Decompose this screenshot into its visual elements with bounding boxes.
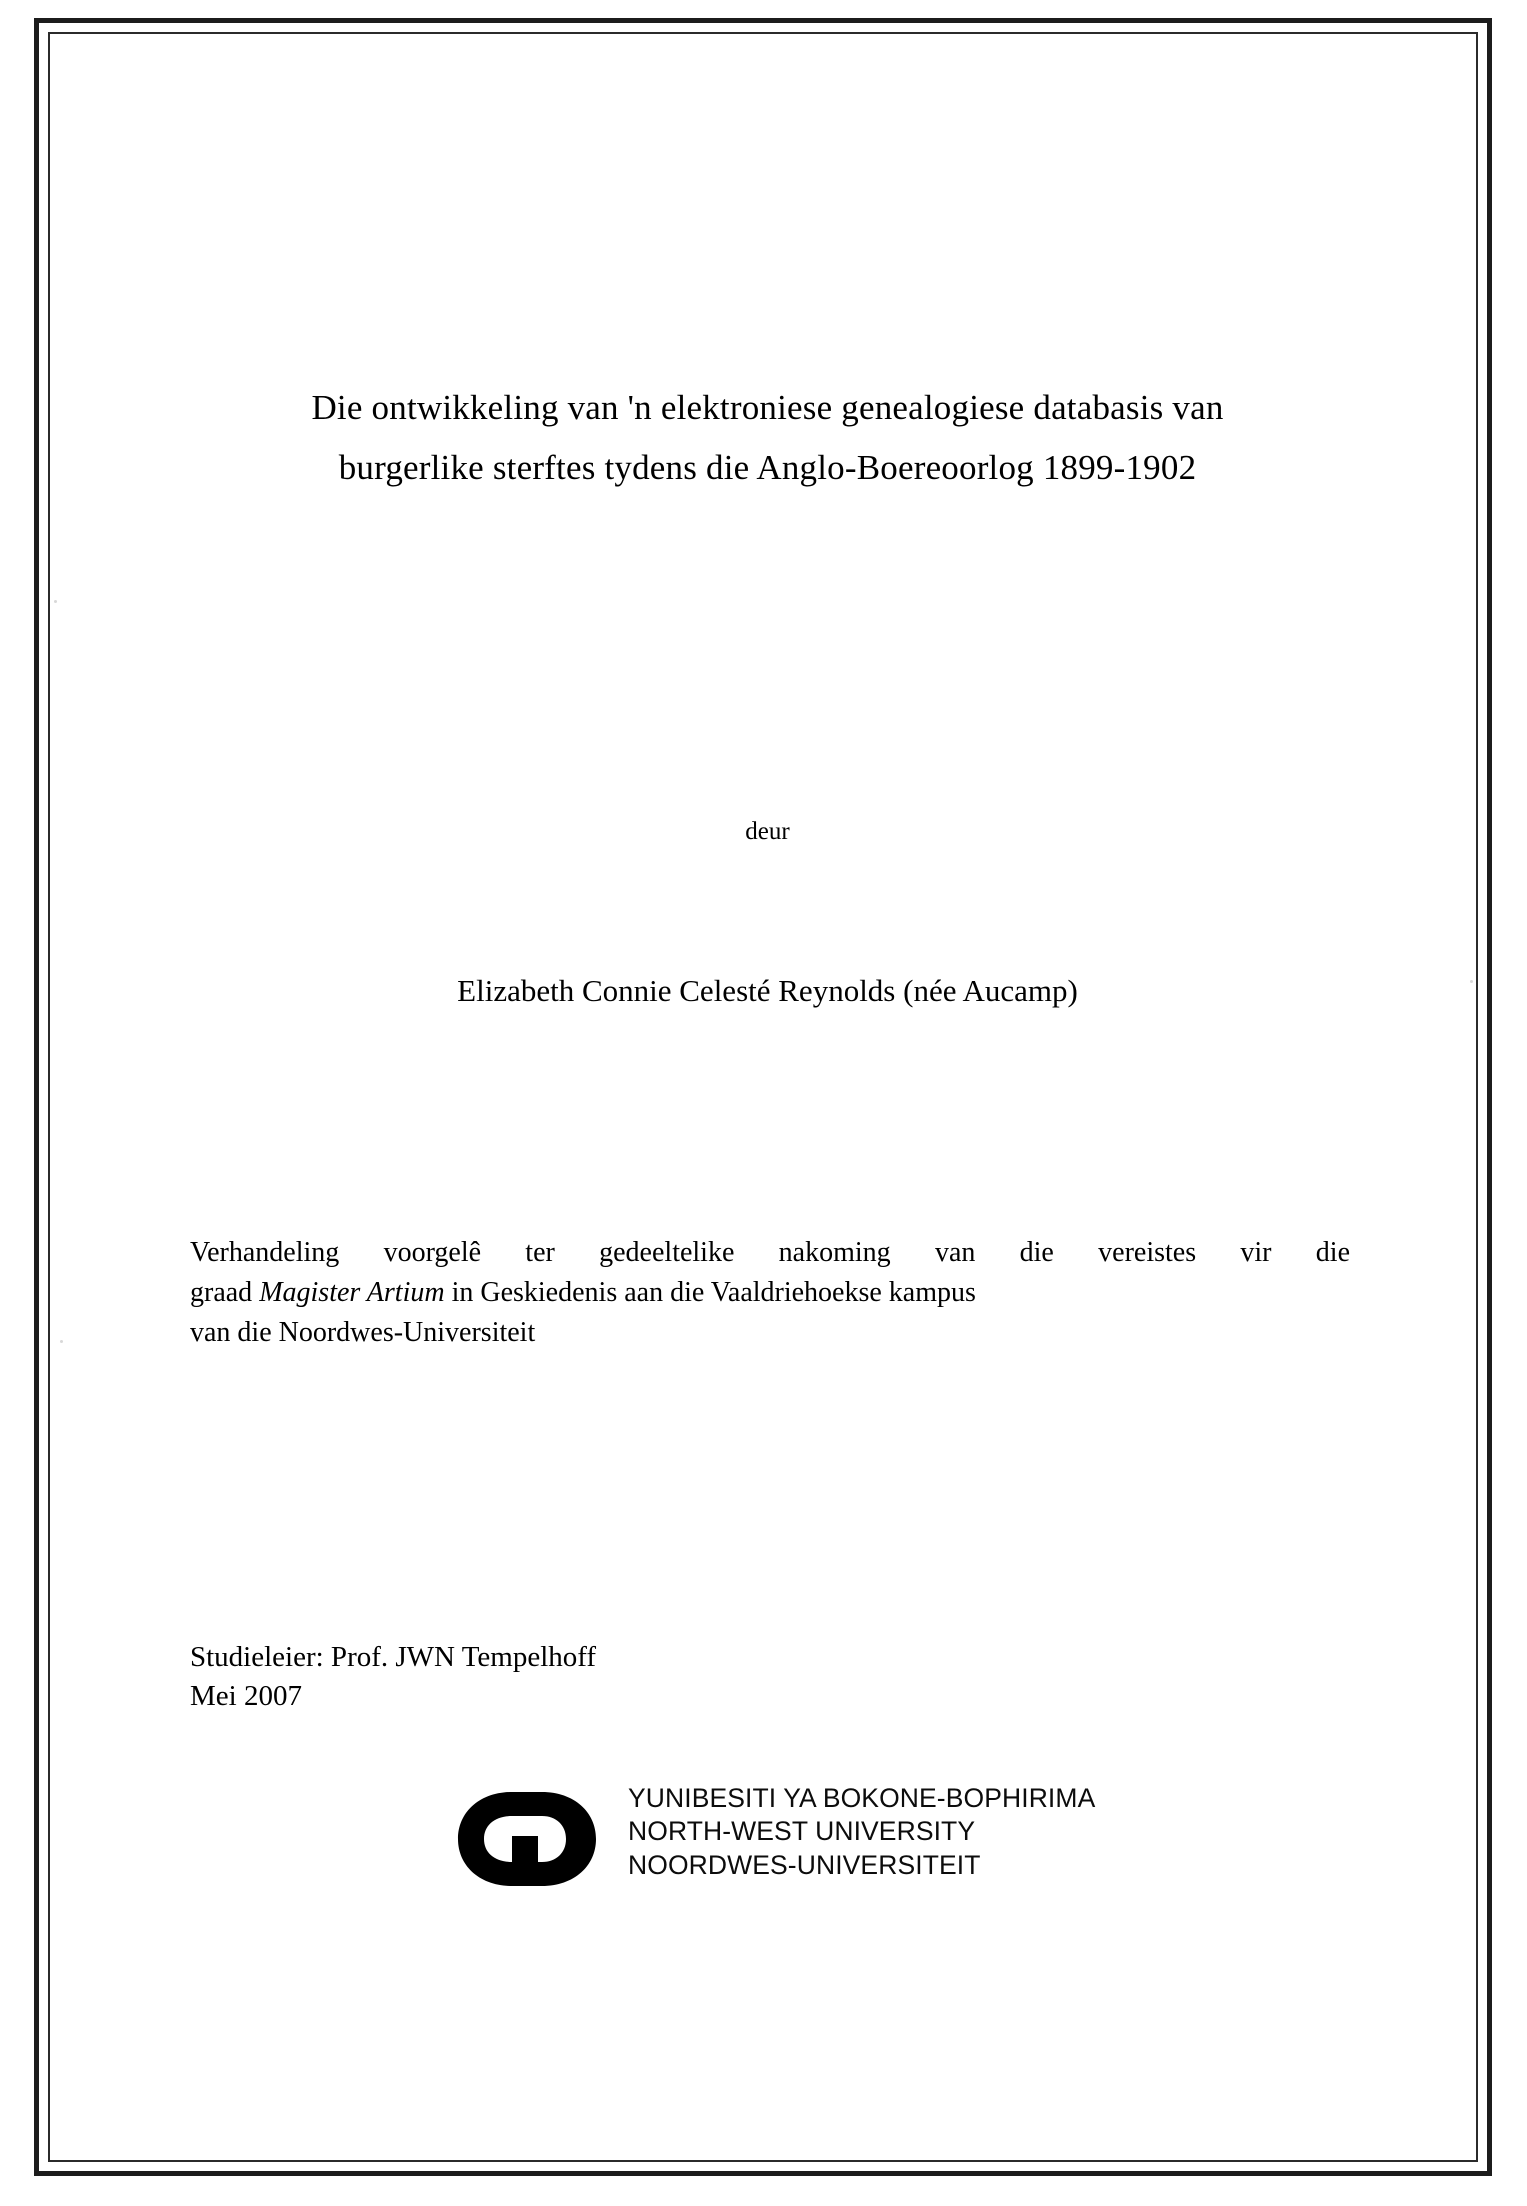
- degree-statement-line-3: van die Noordwes-Universiteit: [190, 1316, 536, 1348]
- degree-name-italic: Magister Artium: [259, 1276, 445, 1308]
- by-label: deur: [745, 818, 790, 845]
- degree-statement-line-2-pre: graad: [190, 1276, 260, 1308]
- supervisor-block: [190, 1638, 1190, 1716]
- author-name: Elizabeth Connie Celesté Reynolds (née Aucamp): [457, 973, 1078, 1008]
- logo-text-line-3: NOORDWES-UNIVERSITEIT: [628, 1849, 981, 1880]
- logo-text-line-2: NORTH-WEST UNIVERSITY: [628, 1816, 976, 1847]
- nwu-logo-icon: [450, 1784, 610, 1894]
- scan-speckle: [60, 1340, 63, 1343]
- university-logo-text: [628, 1782, 1095, 1882]
- degree-statement-line-2-post: in Geskiedenis aan die Vaaldriehoekse kampus: [444, 1276, 976, 1308]
- date-line: Mei 2007: [190, 1680, 302, 1713]
- title-line-1: Die ontwikkeling van 'n elektroniese genealogiese databasis van: [311, 388, 1224, 427]
- university-logo: [450, 1778, 1150, 1908]
- page-title: [185, 378, 1350, 498]
- title-page-content: [150, 18, 1380, 2176]
- degree-statement: [190, 1233, 1350, 1352]
- supervisor-line: Studieleier: Prof. JWN Tempelhoff: [190, 1641, 597, 1673]
- degree-statement-line-1: Verhandeling voorgelê ter gedeeltelike nakoming van die vereistes vir die: [190, 1237, 1350, 1268]
- scan-speckle: [1470, 980, 1473, 983]
- logo-text-line-1: YUNIBESITI YA BOKONE-BOPHIRIMA: [628, 1783, 1096, 1813]
- degree-statement-line-2: [190, 1273, 1350, 1313]
- title-line-2: burgerlike sterftes tydens die Anglo-Boereoorlog 1899-1902: [338, 448, 1197, 488]
- scan-speckle: [54, 600, 57, 603]
